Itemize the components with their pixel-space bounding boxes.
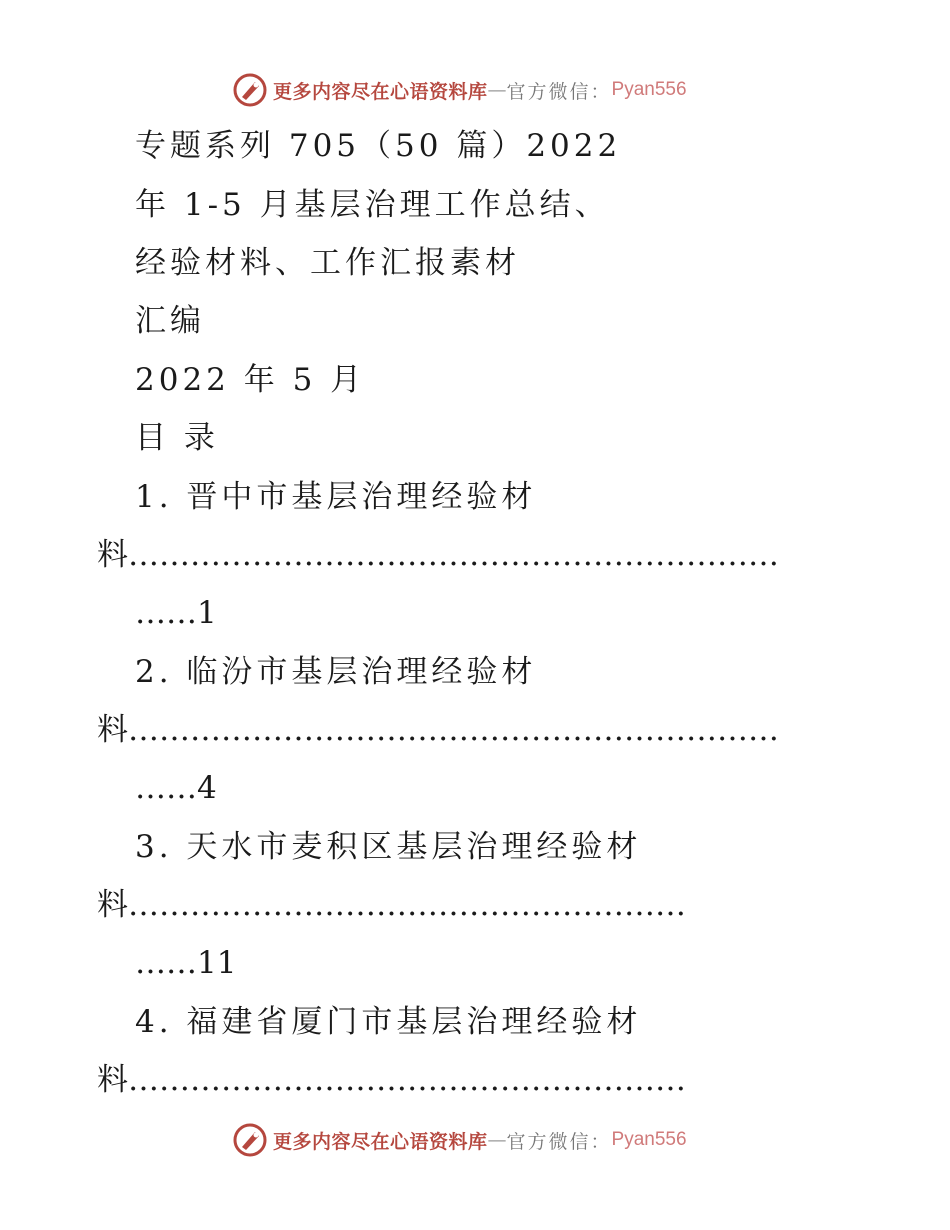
watermark-wechat-label: 官方微信： [506, 1130, 612, 1153]
watermark-header [233, 72, 687, 108]
watermark-wechat-label: 官方微信： [506, 80, 612, 103]
toc-entry-3-leader: 料……………………………………………… [97, 887, 686, 923]
watermark-wechat-id: Pyan556 [611, 79, 687, 100]
pen-nib-logo-icon [233, 73, 267, 107]
title-line-4: 汇编 [135, 303, 205, 339]
title-line-3: 经验材料、工作汇报素材 [135, 245, 520, 281]
toc-entry-2-page: ……4 [135, 770, 217, 806]
pen-nib-logo-icon [233, 1123, 267, 1157]
watermark-brand: 更多内容尽在心语资料库 [273, 80, 488, 103]
title-line-1: 专题系列 705（50 篇）2022 [135, 128, 622, 164]
toc-entry-2-leader: 料……………………………………………………… [97, 712, 779, 748]
watermark-brand: 更多内容尽在心语资料库 [273, 1130, 488, 1153]
toc-entry-1-title[interactable]: 1. 晋中市基层治理经验材 [135, 479, 537, 515]
watermark-separator: — [487, 1129, 507, 1151]
toc-entry-1-page: ……1 [135, 595, 217, 631]
title-line-2: 年 1-5 月基层治理工作总结、 [135, 187, 610, 223]
toc-entry-4-title[interactable]: 4. 福建省厦门市基层治理经验材 [135, 1004, 642, 1040]
document-date: 2022 年 5 月 [135, 362, 366, 398]
toc-entry-3-title[interactable]: 3. 天水市麦积区基层治理经验材 [135, 829, 642, 865]
toc-entry-4-leader: 料……………………………………………… [97, 1062, 686, 1098]
toc-entry-3-page: ……11 [135, 945, 237, 981]
watermark-footer [233, 1122, 687, 1158]
toc-entry-2-title[interactable]: 2. 临汾市基层治理经验材 [135, 654, 537, 690]
toc-entry-1-leader: 料……………………………………………………… [97, 537, 779, 573]
watermark-separator: — [487, 79, 507, 101]
watermark-wechat-id: Pyan556 [611, 1129, 687, 1150]
toc-heading: 目 录 [135, 420, 219, 456]
